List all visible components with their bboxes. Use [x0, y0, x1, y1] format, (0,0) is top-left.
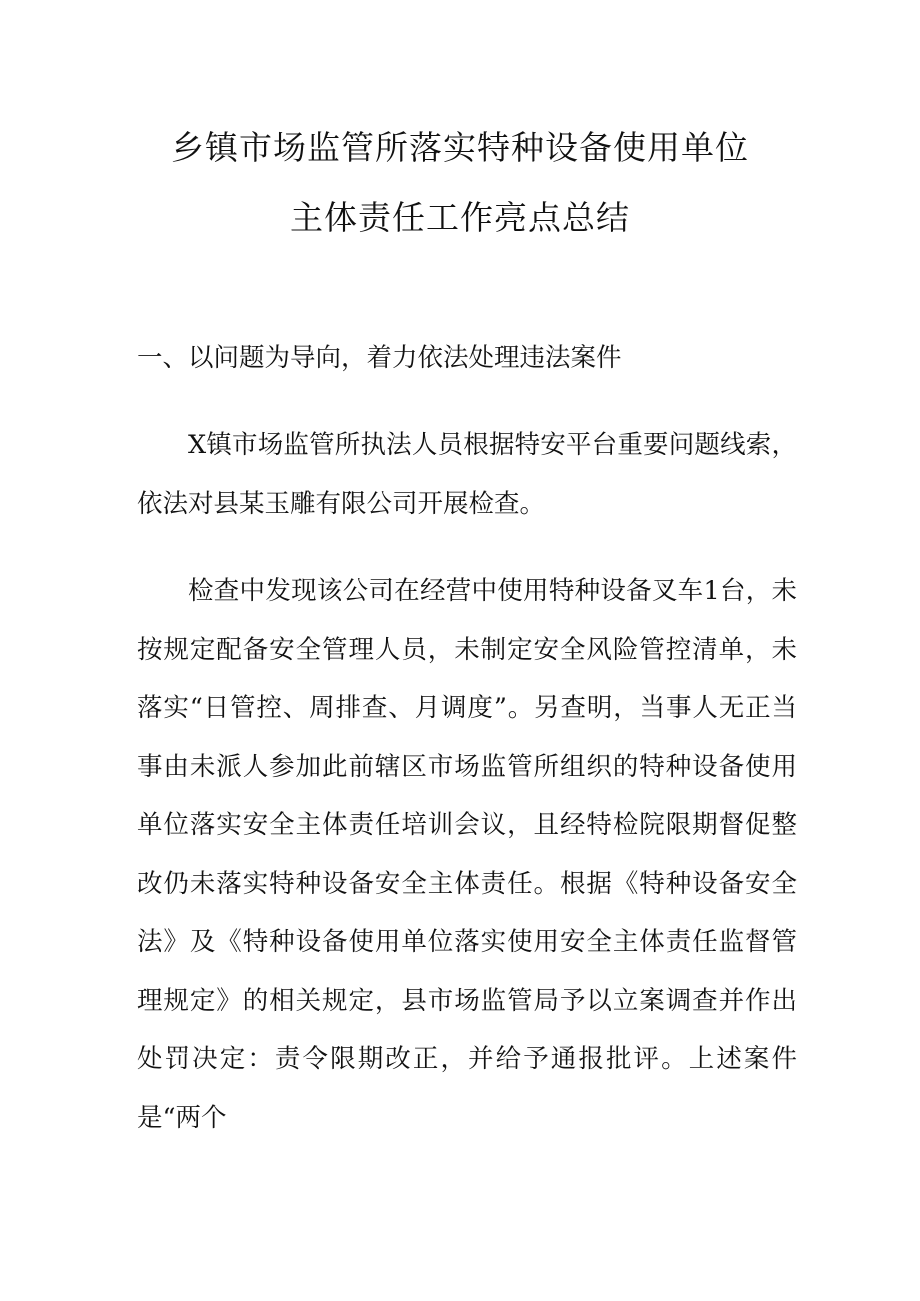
document-title-line1: 乡镇市场监管所落实特种设备使用单位: [171, 128, 749, 167]
section-heading: 一、以问题为导向，着力依法处理违法案件: [137, 343, 622, 373]
paragraph: 检查中发现该公司在经营中使用特种设备叉车1台，未按规定配备安全管理人员，未制定安全风险管控清单，未落实“日管控、周排查、月调度”。另查明，当事人无正当事由未派人参加此前辖区市场监管所组织的特种设备使用单位落实安全主体责任培训会议，且经特检院限期督促整改仍未落实特种设备安全主体责任。根据《特种设备安全法》及《特种设备使用单位落实使用安全主体责任监督管理规定》的相关规定，县市场监管局予以立案调查并作出处罚决定：责令限期改正，并给予通报批评。上述案件是“两个: [137, 576, 797, 1133]
paragraph: X镇市场监管所执法人员根据特安平台重要问题线索，依法对县某玉雕有限公司开展检查。: [137, 430, 797, 519]
document-title-line2: 主体责任工作亮点总结: [290, 198, 630, 237]
